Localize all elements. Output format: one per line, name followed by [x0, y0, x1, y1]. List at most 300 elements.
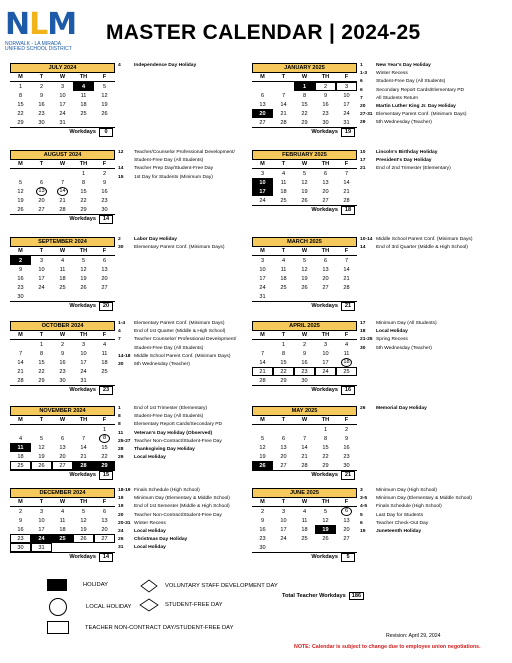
- day-cell: 25: [280, 197, 287, 204]
- day-cell: 23: [17, 284, 24, 291]
- weekday-header: M: [252, 73, 273, 82]
- day-cell: 5: [81, 257, 86, 264]
- day-cell: 9: [102, 179, 107, 186]
- day-cell: 13: [343, 517, 350, 524]
- weekday-header: T: [31, 160, 52, 169]
- day-cell: 6: [281, 435, 286, 442]
- weekday-header: W: [294, 331, 315, 340]
- day-cell: 23: [259, 535, 266, 542]
- month-events: [360, 236, 473, 252]
- month-calendar: [252, 488, 357, 562]
- month-events: [360, 149, 451, 174]
- day-cell: 29: [17, 119, 24, 126]
- event-item: 14-18 Middle School Parent Conf. (Minimum Days): [118, 353, 231, 359]
- workdays-count: Workdays 16: [252, 385, 357, 395]
- month-header: FEBRUARY 2025: [252, 150, 357, 160]
- event-item: 1 End of 1st Trimester (Elementary): [118, 406, 208, 411]
- weekday-header: TH: [73, 331, 94, 340]
- day-cell: 23: [294, 367, 315, 376]
- weekday-header: TH: [73, 247, 94, 256]
- weekday-header: W: [52, 416, 73, 425]
- change-note: NOTE: Calendar is subject to change due to employee union negotiations.: [294, 644, 481, 650]
- weekday-header: M: [252, 331, 273, 340]
- day-cell: 10: [38, 517, 45, 524]
- month-events: [118, 149, 235, 182]
- day-cell: 24: [59, 110, 66, 117]
- day-cell: 8: [81, 179, 86, 186]
- day-cell: [10, 340, 31, 350]
- weekday-header: M: [252, 247, 273, 256]
- day-cell: 23: [322, 110, 329, 117]
- day-cell: 18: [280, 275, 287, 282]
- day-cell: 13: [280, 444, 287, 451]
- event-item: 2 Labor Day Holiday: [118, 237, 177, 242]
- day-cell: 5: [323, 508, 328, 515]
- day-cell: 22: [301, 110, 308, 117]
- day-cell: 22: [80, 197, 87, 204]
- month-events: [360, 487, 472, 536]
- day-cell: 23: [343, 453, 350, 460]
- day-cell: 21: [59, 197, 66, 204]
- day-cell: 14: [343, 266, 350, 273]
- day-cell: [73, 118, 94, 127]
- weekday-header: T: [31, 73, 52, 82]
- day-cell: [31, 169, 52, 179]
- day-cell: 31: [80, 377, 87, 384]
- legend-non-contract: TEACHER NON-CONTRACT DAY/STUDENT-FREE DAY: [47, 621, 233, 634]
- day-cell: 16: [259, 526, 266, 533]
- month-calendar: [10, 150, 115, 224]
- workdays-count: Workdays 15: [10, 470, 115, 480]
- month-calendar: [252, 406, 357, 480]
- day-cell: 23: [101, 197, 108, 204]
- weekday-header: T: [273, 331, 294, 340]
- day-cell: 22: [38, 368, 45, 375]
- event-item: 19 Juneteenth Holiday: [360, 529, 422, 535]
- event-item: 15 1st Day for Students (Minimum Day): [118, 174, 213, 180]
- month-events: [118, 320, 236, 369]
- day-cell: 17: [343, 101, 350, 108]
- day-cell: 30: [101, 206, 108, 213]
- day-cell: 2: [102, 170, 107, 177]
- day-cell: 26: [101, 110, 108, 117]
- day-cell: 1: [323, 426, 328, 433]
- day-cell: 4: [18, 435, 23, 442]
- day-cell: 20: [252, 109, 273, 118]
- day-cell: 4: [281, 257, 286, 264]
- day-cell: 16: [17, 275, 24, 282]
- event-item: 20-31 Winter Recess: [118, 520, 166, 526]
- weekday-header: F: [336, 73, 357, 82]
- day-cell: 1: [39, 341, 44, 348]
- day-cell: 5: [102, 83, 107, 90]
- day-cell: 7: [81, 435, 86, 442]
- event-item: 19 Minimum Day (Elementary & Middle School): [118, 496, 230, 502]
- weekday-header: TH: [315, 331, 336, 340]
- weekday-header: T: [31, 331, 52, 340]
- month-calendar: [10, 321, 115, 395]
- day-cell: 27: [94, 534, 115, 543]
- day-cell: [52, 543, 73, 552]
- day-cell: 17: [259, 275, 266, 282]
- day-cell: 15: [80, 188, 87, 195]
- day-cell: 26: [31, 461, 52, 470]
- day-cell: 20: [38, 197, 45, 204]
- legend-holiday: HOLIDAY: [47, 579, 108, 591]
- day-cell: [252, 425, 273, 435]
- month-events: [360, 320, 437, 353]
- day-cell: 13: [101, 517, 108, 524]
- day-cell: [273, 543, 294, 552]
- month-header: JANUARY 2025: [252, 63, 357, 73]
- event-item: Student-Free Day (All Students): [134, 345, 204, 351]
- legend-voluntary: VOLUNTARY STAFF DEVELOPMENT DAY: [139, 579, 278, 593]
- day-cell: 25: [80, 110, 87, 117]
- holiday-swatch: [47, 579, 67, 591]
- weekday-header: W: [52, 247, 73, 256]
- day-cell: [52, 292, 73, 301]
- event-item: 10 Lincoln's Birthday Holiday: [360, 150, 438, 155]
- day-cell: 18: [17, 453, 24, 460]
- workdays-count: Workdays 0: [10, 127, 115, 137]
- month-header: MAY 2025: [252, 406, 357, 416]
- day-cell: 16: [101, 188, 108, 195]
- day-cell: 26: [73, 534, 94, 543]
- day-cell: 28: [73, 461, 94, 470]
- day-cell: 25: [52, 534, 73, 543]
- weekday-header: F: [94, 73, 115, 82]
- workdays-count: Workdays 21: [252, 301, 357, 311]
- month-header: APRIL 2025: [252, 321, 357, 331]
- month-calendar: [10, 63, 115, 137]
- month-header: DECEMBER 2024: [10, 488, 115, 498]
- day-cell: 25: [280, 284, 287, 291]
- event-item: 25 Christmas Day Holiday: [118, 537, 188, 543]
- day-cell: [94, 118, 115, 127]
- day-cell: 14: [301, 444, 308, 451]
- weekday-header: F: [336, 331, 357, 340]
- event-item: 3-5 Minimum Day (Elementary & Middle School): [360, 496, 472, 502]
- weekday-header: W: [294, 416, 315, 425]
- day-cell: 2: [10, 256, 31, 266]
- day-cell: 4: [102, 341, 107, 348]
- day-cell: 11: [10, 443, 31, 452]
- day-cell: 16: [38, 101, 45, 108]
- day-cell: 30: [259, 544, 266, 551]
- workdays-count: Workdays 19: [252, 127, 357, 137]
- month-calendar: [252, 63, 357, 137]
- workdays-count: Workdays 20: [10, 301, 115, 311]
- day-cell: 20: [322, 188, 329, 195]
- month-header: JULY 2024: [10, 63, 115, 73]
- day-cell: 15: [38, 359, 45, 366]
- day-cell: 28: [343, 197, 350, 204]
- day-cell: 11: [80, 92, 87, 99]
- day-cell: 29: [38, 377, 45, 384]
- weekday-header: W: [52, 498, 73, 507]
- weekday-header: F: [336, 247, 357, 256]
- day-cell: 4: [73, 82, 94, 92]
- event-item: 17 Minimum Day (All Students): [360, 321, 437, 326]
- month-calendar: [252, 237, 357, 311]
- triangle-icon: [139, 579, 159, 593]
- day-cell: 21: [17, 368, 24, 375]
- day-cell: 12: [17, 188, 24, 195]
- day-cell: [315, 292, 336, 301]
- day-cell: 2: [39, 83, 44, 90]
- day-cell: [273, 82, 294, 92]
- workdays-count: Workdays 21: [252, 470, 357, 480]
- weekday-header: M: [10, 498, 31, 507]
- weekday-header: W: [294, 247, 315, 256]
- day-cell: 24: [280, 535, 287, 542]
- weekday-header: W: [52, 160, 73, 169]
- day-cell: 29: [322, 462, 329, 469]
- day-cell: 17: [38, 526, 45, 533]
- day-cell: 27: [322, 284, 329, 291]
- day-cell: 9: [39, 92, 44, 99]
- day-cell: 19: [301, 275, 308, 282]
- month-events: [118, 62, 196, 70]
- day-cell: 19: [80, 275, 87, 282]
- weekday-header: T: [273, 416, 294, 425]
- day-cell: 19: [259, 453, 266, 460]
- day-cell: 27: [280, 462, 287, 469]
- day-cell: 19: [301, 188, 308, 195]
- day-cell: [94, 543, 115, 552]
- day-cell: 24: [259, 284, 266, 291]
- month-events: [118, 405, 222, 462]
- day-cell: 16: [17, 526, 24, 533]
- day-cell: 27: [322, 197, 329, 204]
- day-cell: 10: [38, 266, 45, 273]
- weekday-header: TH: [73, 498, 94, 507]
- page-title: MASTER CALENDAR | 2024-25: [106, 21, 421, 44]
- day-cell: 3: [39, 257, 44, 264]
- day-cell: 16: [301, 359, 308, 366]
- weekday-header: TH: [315, 247, 336, 256]
- day-cell: 24: [80, 368, 87, 375]
- day-cell: 30: [343, 462, 350, 469]
- day-cell: 9: [344, 435, 349, 442]
- day-cell: 14: [52, 187, 73, 196]
- day-cell: 16: [343, 444, 350, 451]
- day-cell: 1: [294, 82, 315, 92]
- month-calendar: [10, 237, 115, 311]
- day-cell: 28: [259, 377, 266, 384]
- day-cell: 4: [60, 508, 65, 515]
- day-cell: 22: [273, 367, 294, 376]
- workdays-count: Workdays 14: [10, 214, 115, 224]
- event-item: 20 Teacher Non-Contract/Student-Free Day: [118, 512, 222, 518]
- day-cell: [94, 376, 115, 385]
- event-item: 1-4 Elementary Parent Conf. (Minimum Days): [118, 321, 225, 326]
- event-item: 14 End of 3rd Quarter (Middle & High School): [360, 245, 468, 251]
- day-cell: [294, 425, 315, 435]
- day-cell: [73, 292, 94, 301]
- day-cell: [52, 169, 73, 179]
- day-cell: 14: [259, 359, 266, 366]
- day-cell: 20: [101, 275, 108, 282]
- weekday-header: M: [10, 331, 31, 340]
- month-events: [118, 487, 230, 553]
- day-cell: 17: [38, 275, 45, 282]
- day-cell: 13: [322, 179, 329, 186]
- day-cell: 30: [322, 119, 329, 126]
- day-cell: 18: [336, 358, 357, 367]
- month-calendar: [10, 488, 115, 562]
- day-cell: [336, 543, 357, 552]
- day-cell: 30: [301, 377, 308, 384]
- day-cell: 12: [301, 266, 308, 273]
- month-header: JUNE 2025: [252, 488, 357, 498]
- weekday-header: W: [294, 73, 315, 82]
- event-item: 5 Last Day for Students: [360, 512, 424, 518]
- day-cell: 7: [18, 350, 23, 357]
- day-cell: 12: [80, 517, 87, 524]
- month-header: NOVEMBER 2024: [10, 406, 115, 416]
- day-cell: 27: [52, 461, 73, 470]
- month-calendar: [252, 321, 357, 395]
- day-cell: 31: [31, 543, 52, 552]
- day-cell: 25: [59, 284, 66, 291]
- day-cell: 4: [302, 508, 307, 515]
- day-cell: 31: [343, 119, 350, 126]
- day-cell: 19: [38, 453, 45, 460]
- day-cell: 8: [94, 434, 115, 443]
- header: [0, 0, 512, 50]
- day-cell: 23: [59, 368, 66, 375]
- day-cell: 24: [343, 110, 350, 117]
- day-cell: 28: [301, 462, 308, 469]
- rect-swatch: [47, 621, 69, 634]
- day-cell: 4: [60, 257, 65, 264]
- day-cell: 31: [59, 119, 66, 126]
- day-cell: 7: [344, 170, 349, 177]
- day-cell: 15: [301, 101, 308, 108]
- weekday-header: T: [273, 73, 294, 82]
- day-cell: 5: [81, 508, 86, 515]
- day-cell: 24: [31, 534, 52, 543]
- day-cell: 6: [323, 170, 328, 177]
- day-cell: 19: [80, 526, 87, 533]
- day-cell: 2: [60, 341, 65, 348]
- day-cell: 3: [60, 83, 65, 90]
- day-cell: 27: [343, 535, 350, 542]
- event-item: 30 5th Wednesday (Teacher): [360, 345, 432, 351]
- weekday-header: F: [336, 416, 357, 425]
- day-cell: 6: [39, 179, 44, 186]
- day-cell: 24: [38, 284, 45, 291]
- day-cell: 18: [101, 359, 108, 366]
- event-item: 14 Teacher Prep Day/Student-Free Day: [118, 166, 214, 172]
- day-cell: 4: [281, 170, 286, 177]
- day-cell: [52, 425, 73, 435]
- day-cell: 2: [344, 426, 349, 433]
- day-cell: 11: [280, 266, 287, 273]
- day-cell: 20: [59, 453, 66, 460]
- event-item: 27-31 Elementary Parent Conf. (Minimum Days): [360, 112, 467, 118]
- workdays-count: Workdays 5: [252, 552, 357, 562]
- weekday-header: M: [252, 160, 273, 169]
- month-header: AUGUST 2024: [10, 150, 115, 160]
- day-cell: 28: [280, 119, 287, 126]
- day-cell: 12: [80, 266, 87, 273]
- event-item: 30 Elementary Parent Conf. (Minimum Days): [118, 245, 225, 251]
- weekday-header: TH: [73, 160, 94, 169]
- day-cell: 14: [343, 179, 350, 186]
- day-cell: [315, 543, 336, 552]
- day-cell: 11: [343, 350, 350, 357]
- day-cell: 6: [102, 508, 107, 515]
- day-cell: 3: [336, 82, 357, 92]
- day-cell: 7: [302, 435, 307, 442]
- day-cell: 9: [302, 350, 307, 357]
- day-cell: 8: [302, 92, 307, 99]
- day-cell: 14: [80, 444, 87, 451]
- day-cell: [273, 425, 294, 435]
- day-cell: 12: [322, 517, 329, 524]
- day-cell: 14: [280, 101, 287, 108]
- day-cell: 26: [17, 206, 24, 213]
- day-cell: 17: [252, 187, 273, 196]
- event-item: 4 End of 1st Quarter (Middle & High School): [118, 329, 226, 335]
- event-item: 29 5th Wednesday (Teacher): [360, 120, 432, 126]
- day-cell: [31, 425, 52, 435]
- day-cell: 6: [336, 507, 357, 517]
- day-cell: 26: [301, 284, 308, 291]
- workdays-count: Workdays 18: [252, 205, 357, 215]
- day-cell: 29: [94, 461, 115, 470]
- day-cell: [10, 169, 31, 179]
- day-cell: 19: [101, 101, 108, 108]
- day-cell: 2: [315, 82, 336, 92]
- weekday-header: F: [94, 247, 115, 256]
- day-cell: [31, 292, 52, 301]
- day-cell: 29: [280, 377, 287, 384]
- event-item: 31 Local Holiday: [118, 545, 166, 551]
- weekday-header: W: [294, 160, 315, 169]
- day-cell: 5: [18, 179, 23, 186]
- day-cell: 30: [10, 543, 31, 552]
- logo-line-2: UNIFIED SCHOOL DISTRICT: [5, 46, 72, 52]
- day-cell: 12: [301, 179, 308, 186]
- day-cell: 21: [301, 453, 308, 460]
- weekday-header: F: [94, 416, 115, 425]
- day-cell: 16: [322, 101, 329, 108]
- day-cell: [294, 543, 315, 552]
- day-cell: 1: [281, 341, 286, 348]
- day-cell: 30: [38, 119, 45, 126]
- day-cell: 8: [281, 350, 286, 357]
- weekday-header: T: [31, 416, 52, 425]
- event-item: 12 Teacher/Counselor Professional Development/: [118, 150, 235, 155]
- day-cell: 12: [259, 444, 266, 451]
- event-item: 7 Teacher Counselor/ Professional Development/: [118, 337, 237, 343]
- event-item: 11 Veteran's Day Holiday (Observed): [118, 430, 213, 436]
- day-cell: 17: [322, 359, 329, 366]
- day-cell: 21: [343, 188, 350, 195]
- day-cell: 3: [281, 508, 286, 515]
- day-cell: 31: [259, 293, 266, 300]
- weekday-header: M: [252, 416, 273, 425]
- day-cell: 9: [260, 517, 265, 524]
- weekday-header: F: [94, 160, 115, 169]
- event-item: 21-25 Spring Recess: [360, 337, 408, 343]
- day-cell: 28: [17, 377, 24, 384]
- day-cell: 13: [322, 266, 329, 273]
- day-cell: 6: [102, 257, 107, 264]
